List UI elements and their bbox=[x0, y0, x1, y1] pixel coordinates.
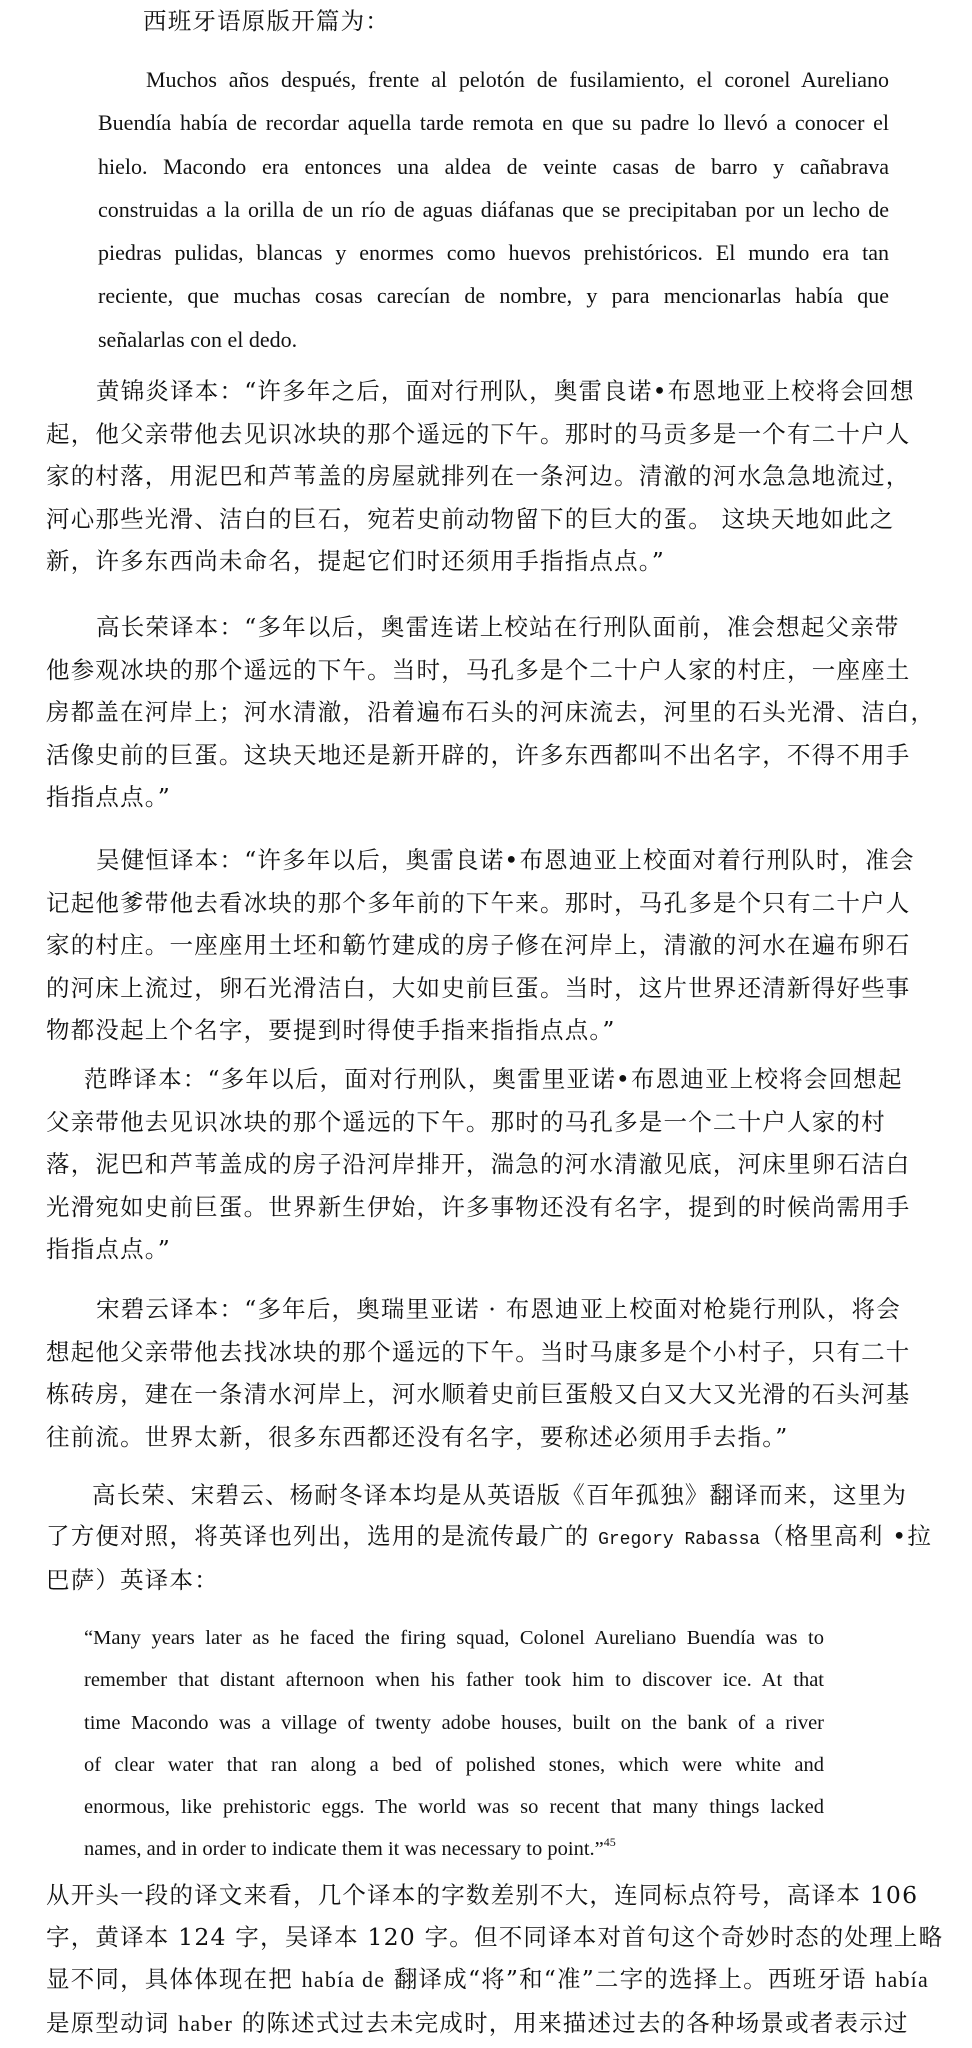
translation-line: 活像史前的巨蛋。这块天地还是新开辟的，许多东西都叫不出名字，不得不用手 bbox=[46, 740, 911, 769]
analysis-text: 翻译成“将”和“准”二字的选择上。西班牙语 bbox=[385, 1965, 876, 1994]
translation-wu bbox=[46, 839, 915, 1052]
translation-line: 的河床上流过，卵石光滑洁白，大如史前巨蛋。当时，这片世界还清新得好些事 bbox=[46, 973, 911, 1002]
translation-line: 宋碧云译本：“多年后，奥瑞里亚诺 · 布恩迪亚上校面对枪毙行刑队，将会 bbox=[96, 1295, 901, 1323]
footnote-marker: 45 bbox=[603, 1835, 616, 1850]
translation-line: 高长荣译本：“多年以后，奥雷连诺上校站在行刑队面前，准会想起父亲带 bbox=[96, 613, 900, 641]
spanish-paragraph bbox=[98, 58, 889, 361]
translation-line: 指指点点。” bbox=[46, 783, 171, 812]
note-line: 巴萨）英译本： bbox=[46, 1566, 219, 1594]
translation-line: 新，许多东西尚未命名，提起它们时还须用手指指点点。” bbox=[46, 547, 665, 576]
translation-line: 家的村庄。一座座用土坯和簕竹建成的房子修在河岸上，清澈的河水在遍布卵石 bbox=[46, 931, 911, 960]
spanish-line: construidas a la orilla de un río de aguas diáfanas que se precipitaban por un lecho de bbox=[98, 196, 889, 222]
english-line: enormous, like prehistoric eggs. The world was so recent that many things lacked bbox=[84, 1796, 824, 1819]
intro-heading: 西班牙语原版开篇为： bbox=[143, 7, 390, 35]
translation-line: 他参观冰块的那个遥远的下午。当时，马孔多是个二十户人家的村庄，一座座土 bbox=[46, 655, 911, 684]
translation-line: 落，泥巴和芦苇盖成的房子沿河岸排开，湍急的河水清澈见底，河床里卵石洁白 bbox=[46, 1150, 911, 1179]
translation-line: 父亲带他去见识冰块的那个遥远的下午。那时的马孔多是一个二十户人家的村 bbox=[46, 1107, 886, 1136]
spanish-term: había bbox=[875, 1967, 929, 1993]
note-text: 了方便对照，将英译也列出，选用的是流传最广的 bbox=[46, 1521, 599, 1550]
note-text: （格里高利 •拉 bbox=[760, 1521, 933, 1550]
spanish-term: haber bbox=[178, 2010, 234, 2036]
spanish-line: reciente, que muchas cosas carecían de nombre, y para mencionarlas había que bbox=[98, 283, 889, 309]
spanish-line: Buendía había de recordar aquella tarde remota en que su padre lo llevó a conocer el bbox=[98, 110, 889, 136]
english-line: of clear water that ran along a bed of polished stones, which were white and bbox=[84, 1753, 824, 1776]
translation-line: 栋砖房，建在一条清水河岸上，河水顺着史前巨蛋般又白又大又光滑的石头河基 bbox=[46, 1380, 911, 1409]
english-paragraph bbox=[84, 1617, 824, 1871]
translator-name: Gregory Rabassa bbox=[598, 1529, 761, 1550]
translation-gao bbox=[46, 606, 936, 819]
analysis-text: 显不同，具体体现在把 bbox=[46, 1965, 302, 1994]
spanish-line: Muchos años después, frente al pelotón de fusilamiento, el coronel Aureliano bbox=[146, 67, 889, 92]
translation-fan bbox=[46, 1058, 911, 1271]
english-line bbox=[84, 1828, 824, 1870]
translation-line: 房都盖在河岸上；河水清澈，沿着遍布石头的河床流去，河里的石头光滑、洁白， bbox=[46, 698, 936, 727]
analysis-paragraph bbox=[46, 1874, 944, 2045]
note-line: 高长荣、宋碧云、杨耐冬译本均是从英语版《百年孤独》翻译而来，这里为 bbox=[92, 1481, 908, 1509]
translation-line: 范晔译本：“多年以后，面对行刑队，奥雷里亚诺•布恩迪亚上校将会回想起 bbox=[84, 1065, 903, 1093]
translation-line: 往前流。世界太新，很多东西都还没有名字，要称述必须用手去指。” bbox=[46, 1422, 789, 1451]
english-line: remember that distant afternoon when his father took him to discover ice. At that bbox=[84, 1669, 824, 1692]
translation-line: 起，他父亲带他去见识冰块的那个遥远的下午。那时的马贡多是一个有二十户人 bbox=[46, 419, 911, 448]
spanish-line: señalarlas con el dedo. bbox=[98, 326, 298, 352]
translation-huang bbox=[46, 370, 915, 583]
translation-line: 家的村落，用泥巴和芦苇盖的房屋就排列在一条河边。清澈的河水急急地流过， bbox=[46, 462, 911, 491]
spanish-line: piedras pulidas, blancas y enormes como huevos prehistóricos. El mundo era tan bbox=[98, 240, 889, 266]
english-note bbox=[46, 1475, 933, 1601]
english-line: “Many years later as he faced the firing squad, Colonel Aureliano Buendía was to bbox=[84, 1627, 824, 1649]
translation-line: 记起他爹带他去看冰块的那个多年前的下午来。那时，马孔多是个只有二十户人 bbox=[46, 888, 911, 917]
translation-line: 物都没起上个名字，要提到时得使手指来指指点点。” bbox=[46, 1016, 616, 1045]
translation-line: 指指点点。” bbox=[46, 1235, 171, 1264]
note-line bbox=[46, 1516, 933, 1561]
spanish-term: había de bbox=[301, 1967, 386, 1993]
translation-line: 吴健恒译本：“许多年以后，奥雷良诺•布恩迪亚上校面对着行刑队时，准会 bbox=[96, 846, 915, 874]
analysis-line: 从开头一段的译文来看，几个译本的字数差别不大，连同标点符号，高译本 106 bbox=[46, 1881, 919, 1909]
analysis-line bbox=[46, 1958, 929, 2001]
analysis-text: 的陈述式过去未完成时，用来描述过去的各种场景或者表示过 bbox=[233, 2008, 909, 2037]
translation-song bbox=[46, 1288, 911, 1458]
analysis-line: 字，黄译本 124 字，吴译本 120 字。但不同译本对首句这个奇妙时态的处理上略 bbox=[46, 1923, 944, 1952]
analysis-line bbox=[46, 2002, 909, 2045]
english-line: time Macondo was a village of twenty adobe houses, built on the bank of a river bbox=[84, 1711, 824, 1734]
analysis-text: 是原型动词 bbox=[46, 2008, 179, 2037]
spanish-line: hielo. Macondo era entonces una aldea de veinte casas de barro y cañabrava bbox=[98, 153, 889, 179]
translation-line: 想起他父亲带他去找冰块的那个遥远的下午。当时马康多是个小村子，只有二十 bbox=[46, 1337, 911, 1366]
english-text: names, and in order to indicate them it was necessary to point.” bbox=[84, 1838, 604, 1861]
translation-line: 河心那些光滑、洁白的巨石，宛若史前动物留下的巨大的蛋。 这块天地如此之 bbox=[46, 504, 895, 533]
translation-line: 光滑宛如史前巨蛋。世界新生伊始，许多事物还没有名字，提到的时候尚需用手 bbox=[46, 1192, 911, 1221]
translation-line: 黄锦炎译本：“许多年之后，面对行刑队，奥雷良诺•布恩地亚上校将会回想 bbox=[96, 377, 915, 405]
